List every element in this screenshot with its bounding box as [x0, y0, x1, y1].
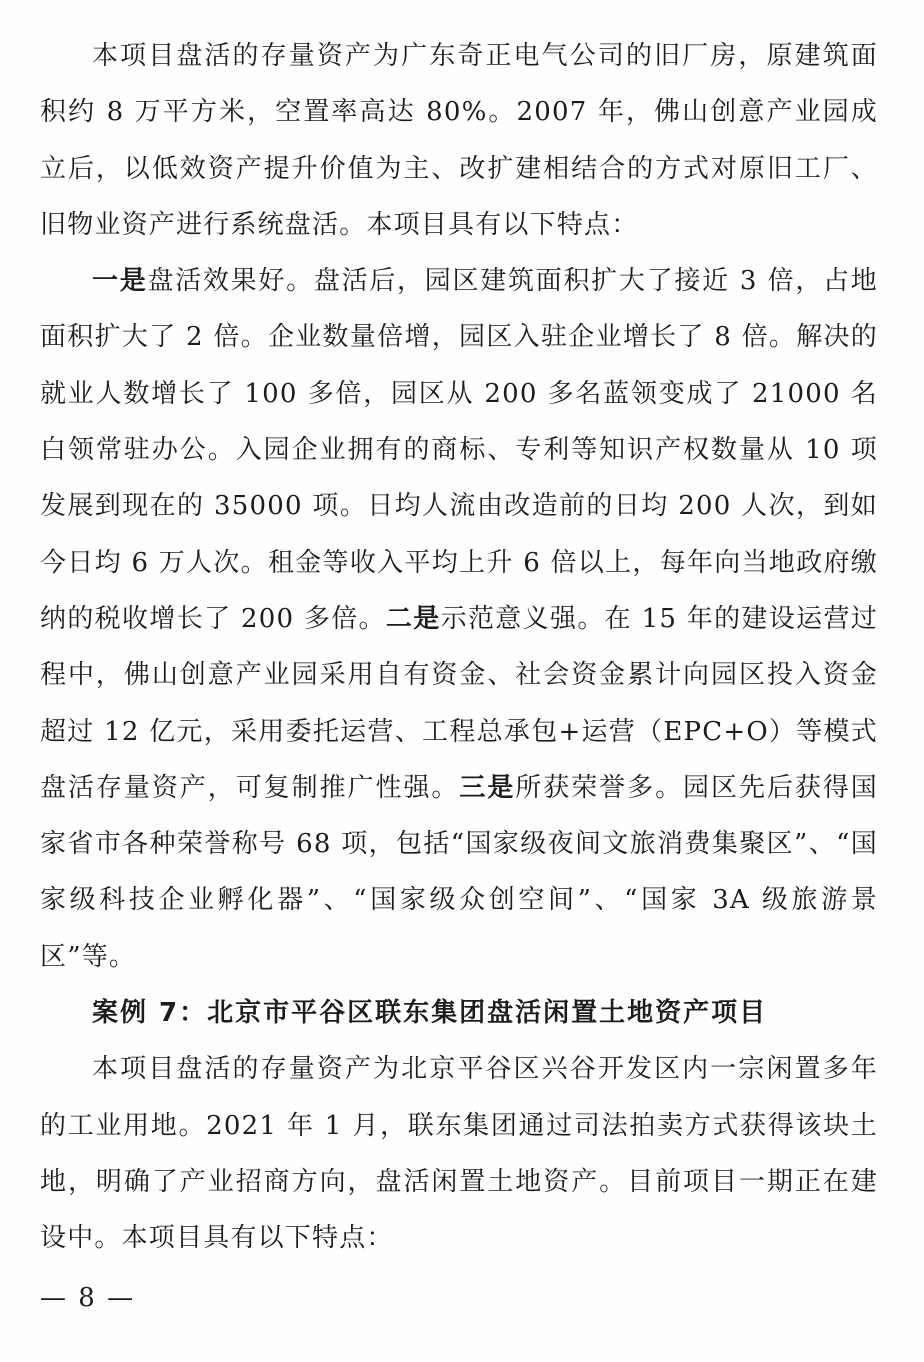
feature-marker-two: 二是 — [385, 603, 441, 634]
paragraph-text: 本项目盘活的存量资产为广东奇正电气公司的旧厂房，原建筑面积约 8 万平方米，空置率高达 80%。2007 年，佛山创意产业园成立后，以低效资产提升价值为主、改扩建相结合的方式对原旧工厂、旧物业资产进行系统盘活。本项目具有以下特点： — [40, 41, 878, 240]
paragraph-foshan-features — [40, 253, 878, 985]
feature-text-one: 盘活效果好。盘活后，园区建筑面积扩大了接近 3 倍，占地面积扩大了 2 倍。企业数量倍增，园区入驻企业增长了 8 倍。解决的就业人数增长了 100 多倍，园区从 200 多名蓝领变成了 21000 名白领常驻办公。入园企业拥有的商标、专利等知识产权数量从 10 项发展到现在的 35000 项。日均人流由改造前的日均 200 人次，到如今日均 6 万人次。租金等收入平均上升 6 倍以上，每年向当地政府缴纳的税收增长了 200 多倍。 — [40, 266, 878, 634]
page-number: — 8 — — [40, 1283, 136, 1313]
feature-text-three: 所获荣誉多。园区先后获得国家省市各种荣誉称号 68 项，包括“国家级夜间文旅消费集聚区”、“国家级科技企业孵化器”、“国家级众创空间”、“国家 3A 级旅游景区”等。 — [40, 772, 878, 972]
case-heading: 案例 7：北京市平谷区联东集团盘活闲置土地资产项目 — [92, 998, 768, 1029]
document-body — [40, 28, 878, 1267]
paragraph-beijing-intro: 本项目盘活的存量资产为北京平谷区兴谷开发区内一宗闲置多年的工业用地。2021 年 1 月，联东集团通过司法拍卖方式获得该块土地，明确了产业招商方向，盘活闲置土地资产。目前项目一期正在建设中。本项目具有以下特点： — [40, 1054, 878, 1254]
feature-text-two: 示范意义强。在 15 年的建设运营过程中，佛山创意产业园采用自有资金、社会资金累计向园区投入资金超过 12 亿元，采用委托运营、工程总承包+运营（EPC+O）等模式盘活存量资产，可复制推广性强。 — [40, 603, 879, 803]
feature-marker-one: 一是 — [92, 266, 148, 297]
paragraph-foshan-intro — [40, 28, 878, 253]
feature-marker-three: 三是 — [459, 772, 516, 803]
